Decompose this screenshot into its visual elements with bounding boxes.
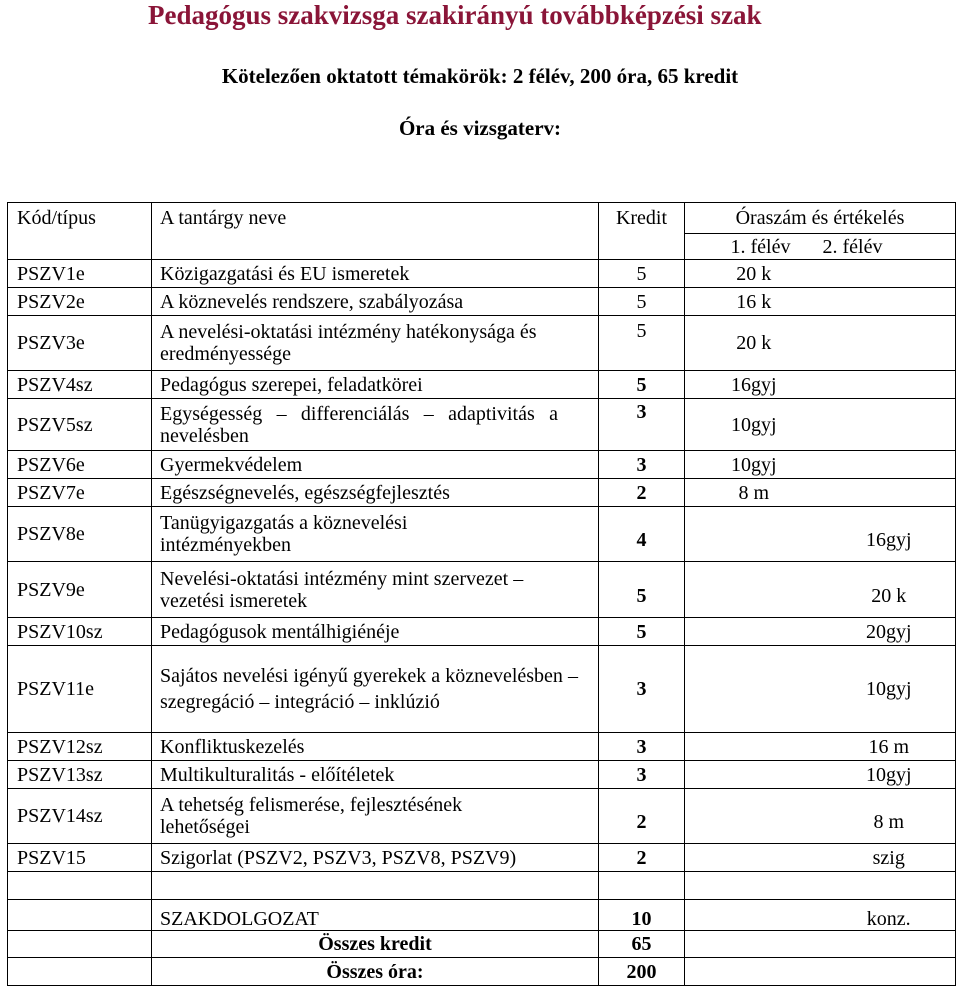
total-credit-label: Összes kredit bbox=[152, 931, 599, 958]
row-sem1: 16 k bbox=[685, 288, 823, 316]
row-name: Pedagógus szerepei, feladatkörei bbox=[152, 371, 599, 399]
row-sem2: 10gyj bbox=[823, 646, 956, 733]
row-name: Nevelési-oktatási intézmény mint szervezet – vezetési ismeretek bbox=[152, 562, 599, 618]
row-sem1 bbox=[685, 789, 823, 844]
row-sem2 bbox=[823, 260, 956, 288]
row-credit: 3 bbox=[599, 399, 685, 451]
row-name: Tanügyigazgatás a köznevelési intézményekben bbox=[152, 507, 599, 562]
row-code: PSZV5sz bbox=[8, 399, 152, 451]
table-row bbox=[8, 316, 956, 371]
row-sem1 bbox=[685, 562, 823, 618]
row-code: PSZV13sz bbox=[8, 761, 152, 789]
row-name: Pedagógusok mentálhigiénéje bbox=[152, 618, 599, 646]
row-sem1: 20 k bbox=[685, 316, 823, 371]
row-code: PSZV1e bbox=[8, 260, 152, 288]
row-code: PSZV2e bbox=[8, 288, 152, 316]
row-sem1 bbox=[685, 646, 823, 733]
row-code: PSZV7e bbox=[8, 479, 152, 507]
table-row bbox=[8, 507, 956, 562]
row-sem2: 16 m bbox=[823, 733, 956, 761]
row-sem1 bbox=[685, 733, 823, 761]
table-row bbox=[8, 844, 956, 872]
table-row bbox=[8, 733, 956, 761]
row-credit: 5 bbox=[599, 618, 685, 646]
row-code: PSZV6e bbox=[8, 451, 152, 479]
row-sem2: 20gyj bbox=[823, 618, 956, 646]
row-sem2: szig bbox=[823, 844, 956, 872]
row-name: A köznevelés rendszere, szabályozása bbox=[152, 288, 599, 316]
row-credit: 3 bbox=[599, 733, 685, 761]
row-sem1: 10gyj bbox=[685, 451, 823, 479]
row-credit: 3 bbox=[599, 761, 685, 789]
table-row bbox=[8, 479, 956, 507]
row-credit: 5 bbox=[599, 371, 685, 399]
row-name: Egészségnevelés, egészségfejlesztés bbox=[152, 479, 599, 507]
row-sem1 bbox=[685, 507, 823, 562]
header-code: Kód/típus bbox=[8, 203, 152, 234]
row-name: A tehetség felismerése, fejlesztésének lehetőségei bbox=[152, 789, 599, 844]
document-subtitle: Kötelezően oktatott témakörök: 2 félév, 200 óra, 65 kredit bbox=[221, 64, 739, 88]
table-header-row bbox=[8, 203, 956, 234]
row-sem1: 16gyj bbox=[685, 371, 823, 399]
row-credit: 4 bbox=[599, 507, 685, 562]
row-sem2 bbox=[823, 371, 956, 399]
row-name: Egységesség – differenciálás – adaptivitás a nevelésben bbox=[152, 399, 599, 451]
row-code: PSZV3e bbox=[8, 316, 152, 371]
row-sem1: 10gyj bbox=[685, 399, 823, 451]
row-credit: 2 bbox=[599, 789, 685, 844]
row-sem2 bbox=[823, 288, 956, 316]
row-code: PSZV12sz bbox=[8, 733, 152, 761]
total-credit-value: 65 bbox=[599, 931, 685, 958]
row-name: Sajátos nevelési igényű gyerekek a köznevelésben – szegregáció – integráció – inklúzió bbox=[152, 646, 599, 733]
row-sem2: 20 k bbox=[823, 562, 956, 618]
row-credit: 2 bbox=[599, 844, 685, 872]
row-sem1 bbox=[685, 844, 823, 872]
table-row bbox=[8, 646, 956, 733]
header-credit: Kredit bbox=[599, 203, 685, 234]
header-name: A tantárgy neve bbox=[152, 203, 599, 234]
table-row bbox=[8, 451, 956, 479]
row-name: Konfliktuskezelés bbox=[152, 733, 599, 761]
total-credit-row bbox=[8, 931, 956, 958]
row-credit: 2 bbox=[599, 479, 685, 507]
document-title: Pedagógus szakvizsga szakirányú továbbképzési szak bbox=[148, 0, 762, 30]
total-hours-row bbox=[8, 958, 956, 986]
row-sem1 bbox=[685, 761, 823, 789]
row-credit: 5 bbox=[599, 562, 685, 618]
row-name: A nevelési-oktatási intézmény hatékonysága és eredményessége bbox=[152, 316, 599, 371]
thesis-credit: 10 bbox=[599, 900, 685, 931]
table-row bbox=[8, 618, 956, 646]
row-name: Gyermekvédelem bbox=[152, 451, 599, 479]
table-row bbox=[8, 562, 956, 618]
row-name: Multikulturalitás - előítéletek bbox=[152, 761, 599, 789]
row-sem2 bbox=[823, 316, 956, 371]
table-row bbox=[8, 399, 956, 451]
row-code: PSZV8e bbox=[8, 507, 152, 562]
row-credit: 5 bbox=[599, 288, 685, 316]
row-name: Közigazgatási és EU ismeretek bbox=[152, 260, 599, 288]
header-semester-2: 2. félév bbox=[823, 234, 956, 260]
row-sem2: 16gyj bbox=[823, 507, 956, 562]
header-semester-1: 1. félév bbox=[685, 234, 823, 260]
row-sem1 bbox=[685, 618, 823, 646]
thesis-row bbox=[8, 900, 956, 931]
row-credit: 5 bbox=[599, 316, 685, 371]
row-sem2 bbox=[823, 399, 956, 451]
row-sem1: 20 k bbox=[685, 260, 823, 288]
thesis-sem2: konz. bbox=[823, 900, 956, 931]
row-credit: 3 bbox=[599, 646, 685, 733]
plan-heading: Óra és vizsgaterv: bbox=[398, 116, 562, 140]
header-hours: Óraszám és értékelés bbox=[685, 203, 956, 234]
row-code: PSZV14sz bbox=[8, 789, 152, 844]
row-code: PSZV9e bbox=[8, 562, 152, 618]
row-sem2 bbox=[823, 479, 956, 507]
row-sem2: 10gyj bbox=[823, 761, 956, 789]
row-name: Szigorlat (PSZV2, PSZV3, PSZV8, PSZV9) bbox=[152, 844, 599, 872]
row-sem2 bbox=[823, 451, 956, 479]
table-row bbox=[8, 761, 956, 789]
table-row bbox=[8, 371, 956, 399]
row-credit: 5 bbox=[599, 260, 685, 288]
row-sem1: 8 m bbox=[685, 479, 823, 507]
row-code: PSZV11e bbox=[8, 646, 152, 733]
table-row bbox=[8, 260, 956, 288]
total-hours-value: 200 bbox=[599, 958, 685, 986]
row-credit: 3 bbox=[599, 451, 685, 479]
total-hours-label: Összes óra: bbox=[152, 958, 599, 986]
thesis-name: SZAKDOLGOZAT bbox=[152, 900, 599, 931]
row-code: PSZV10sz bbox=[8, 618, 152, 646]
table-subheader-row bbox=[8, 234, 956, 260]
row-sem2: 8 m bbox=[823, 789, 956, 844]
curriculum-table bbox=[7, 202, 956, 986]
row-code: PSZV4sz bbox=[8, 371, 152, 399]
table-row bbox=[8, 288, 956, 316]
empty-row bbox=[8, 872, 956, 900]
row-code: PSZV15 bbox=[8, 844, 152, 872]
table-row bbox=[8, 789, 956, 844]
